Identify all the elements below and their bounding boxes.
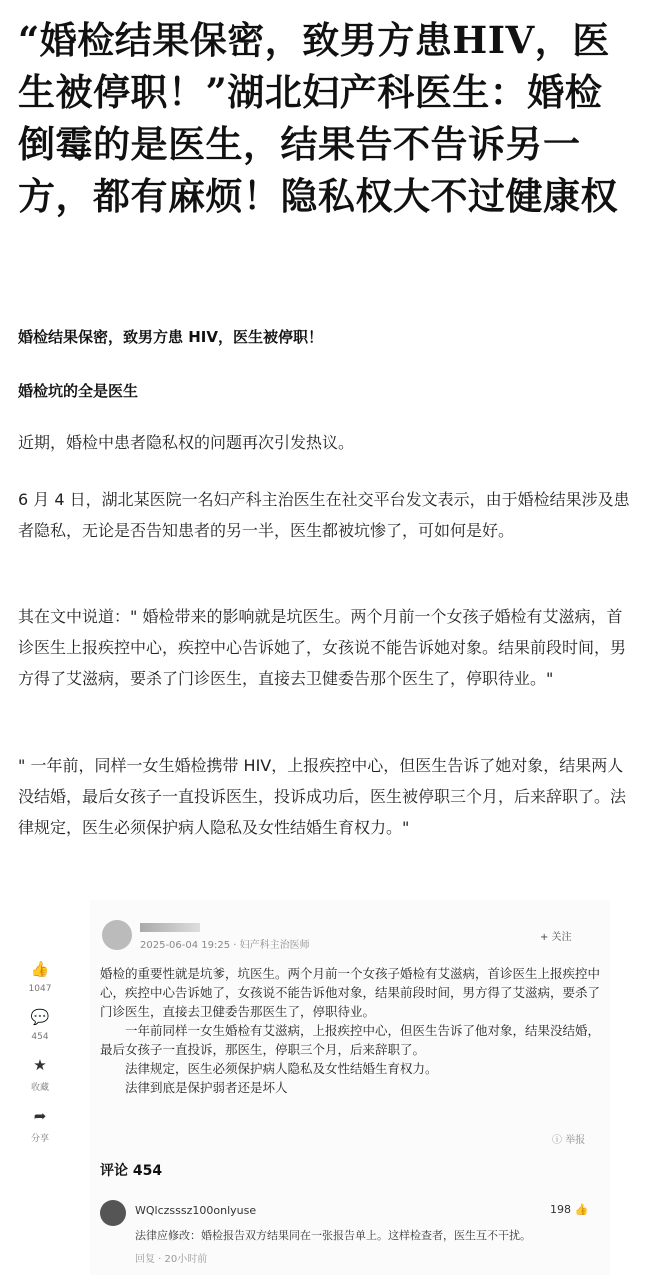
comment-likes-value: 198	[550, 1203, 571, 1216]
share-label: 分享	[30, 1134, 49, 1144]
comment-time: 20小时前	[164, 1254, 208, 1265]
action-rail	[20, 960, 60, 1158]
article-title: “婚检结果保密，致男方患HIV，医生被停职！”湖北妇产科医生：婚检倒霉的是医生，结果告不告诉另一方，都有麻烦！隐私权大不过健康权	[18, 18, 618, 218]
share-icon: ➦	[33, 1107, 47, 1125]
paragraph-4: " 一年前，同样一女生婚检携带 HIV，上报疾控中心，但医生告诉了她对象，结果两人没结婚，最后女孩子一直投诉医生，投诉成功后，医生被停职三个月，后来辞职了。法律规定，医生必须保护病人隐私及女性结婚生育权力。"	[18, 756, 627, 837]
masked-username	[140, 923, 200, 932]
comments-title: 评论 454	[100, 1163, 163, 1179]
post-line-3: 法律规定，医生必须保护病人隐私及女性结婚生育权力。	[100, 1061, 438, 1076]
follow-button[interactable]: + 关注	[540, 932, 572, 943]
comment-meta: 回复 · 20小时前	[135, 1254, 208, 1265]
share-action[interactable]	[20, 1107, 60, 1144]
commenter-avatar	[100, 1200, 126, 1226]
thumbs-up-icon: 👍	[574, 1203, 589, 1216]
post-line-4: 法律到底是保护弱者还是坏人	[100, 1080, 288, 1095]
comment-count: 454	[31, 1032, 49, 1042]
paragraph-1: 近期，婚检中患者隐私权的问题再次引发热议。	[18, 433, 355, 452]
article-subhead: 婚检坑的全是医生	[18, 382, 139, 400]
post-line-2: 一年前同样一女生婚检有艾滋病，上报疾控中心，但医生告诉了他对象，结果没结婚，最后女孩子一直投诉，那医生，停职三个月，后来辞职了。	[100, 1023, 601, 1057]
comment-text: 法律应修改：婚检报告双方结果同在一张报告单上。这样检查者，医生互不干扰。	[135, 1229, 531, 1242]
reply-button[interactable]: 回复	[135, 1254, 155, 1265]
report-link[interactable]: ⓘ 举报	[552, 1135, 586, 1146]
like-action[interactable]	[20, 960, 60, 994]
post-line-1: 婚检的重要性就是坑爹，坑医生。两个月前一个女孩子婚检有艾滋病，首诊医生上报疾控中心，疾控中心告诉她了，女孩说不能告诉他对象，结果前段时间，男方得了艾滋病，要杀了门诊医生，直接去卫健委告那医生了，停职待业。	[100, 966, 601, 1019]
thumbs-up-icon: 👍	[30, 960, 50, 978]
post-body	[100, 964, 612, 1097]
favorite-action[interactable]	[20, 1056, 60, 1093]
comment-action[interactable]	[20, 1008, 60, 1042]
like-count: 1047	[28, 984, 52, 994]
commenter-username[interactable]: WQlczsssz100onlyuse	[135, 1204, 257, 1217]
avatar	[102, 920, 132, 950]
paragraph-2: 6 月 4 日，湖北某医院一名妇产科主治医生在社交平台发文表示，由于婚检结果涉及患者隐私，无论是否告知患者的另一半，医生都被坑惨了，可如何是好。	[18, 490, 630, 540]
paragraph-3: 其在文中说道：" 婚检带来的影响就是坑医生。两个月前一个女孩子婚检有艾滋病，首诊医生上报疾控中心，疾控中心告诉她了，女孩说不能告诉她对象。结果前段时间，男方得了艾滋病，要杀了门诊医生，直接去卫健委告那个医生了，停职待业。"	[18, 607, 627, 688]
post-meta: 2025-06-04 19:25 · 妇产科主治医师	[140, 940, 310, 951]
report-label: 举报	[565, 1135, 586, 1146]
article-lead: 婚检结果保密，致男方患 HIV，医生被停职！	[18, 328, 323, 346]
comment-icon: 💬	[30, 1008, 50, 1026]
comment-like-count[interactable]	[550, 1203, 588, 1216]
favorite-label: 收藏	[30, 1083, 49, 1093]
star-icon: ★	[33, 1056, 47, 1074]
